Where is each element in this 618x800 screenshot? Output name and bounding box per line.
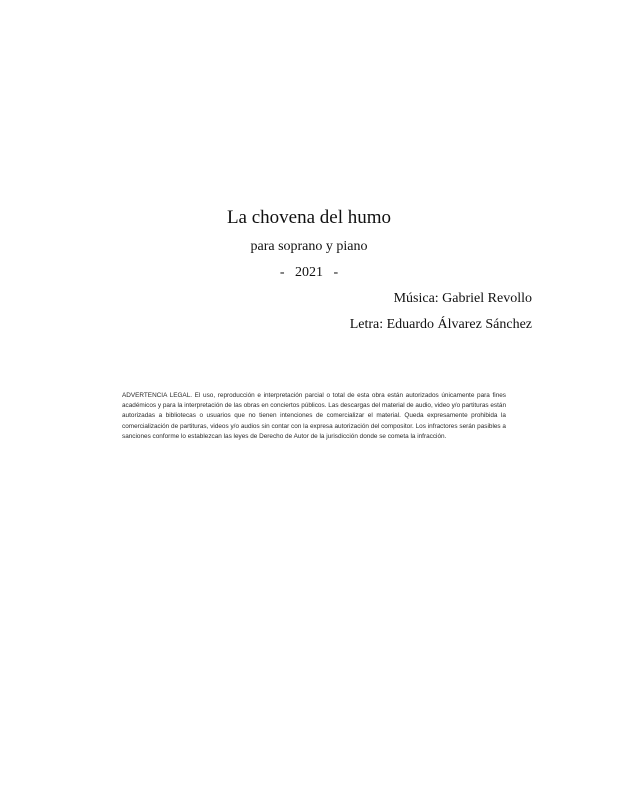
work-title: La chovena del humo <box>226 207 392 228</box>
lyrics-credit: Letra: Eduardo Álvarez Sánchez <box>349 317 532 332</box>
legal-notice: ADVERTENCIA LEGAL. El uso, reproducción e interpretación parcial o total de esta obra están autorizados únicamente para fines académicos y para la interpretación de las obras en conciertos públicos. Las descargas del material de audio, video y/o partituras están autorizadas a bibliotecas o usuarios que no tienen intenciones de comercializar el material. Queda expresamente prohibida la comercialización de partituras, videos y/o audios sin contar con la expresa autorización del compositor. Los infractores serán pasibles a sanciones conforme lo establezcan las leyes de Derecho de Autor de la jurisdicción donde se cometa la infracción. <box>122 392 506 440</box>
work-year: - 2021 - <box>279 265 339 280</box>
work-subtitle: para soprano y piano <box>250 239 368 254</box>
music-credit: Música: Gabriel Revollo <box>393 291 532 306</box>
